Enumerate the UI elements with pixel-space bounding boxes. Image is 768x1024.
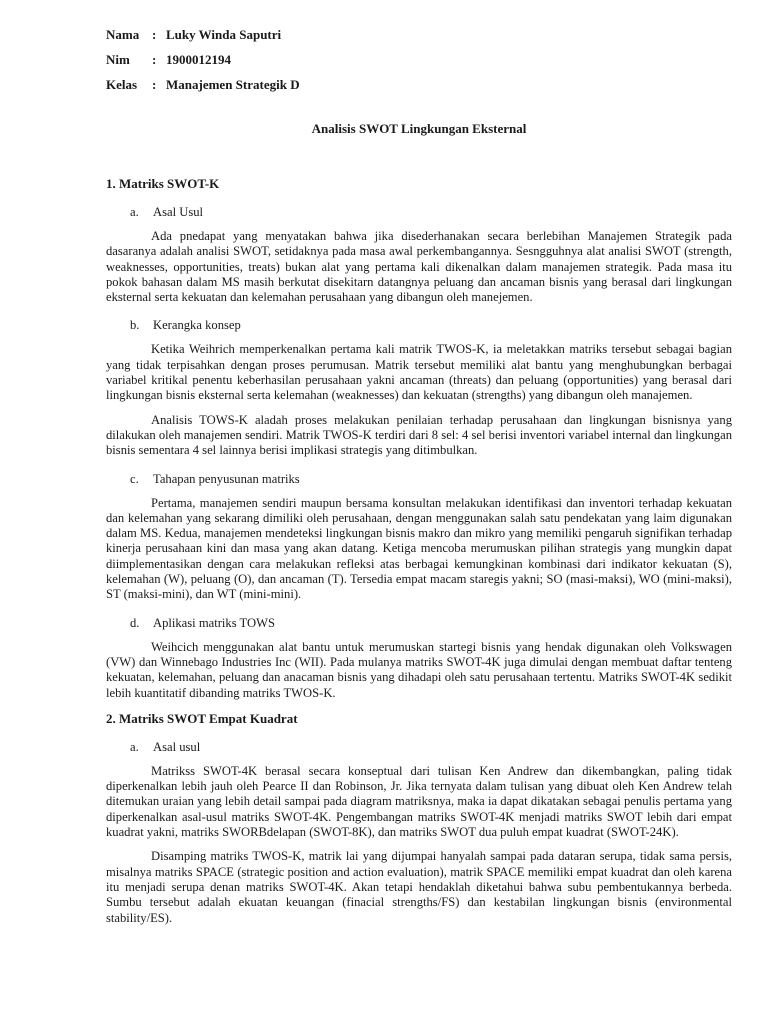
info-label: Nama bbox=[106, 27, 140, 42]
subsection-label: Asal usul bbox=[153, 739, 201, 754]
info-row-kelas bbox=[106, 76, 732, 101]
paragraph: Analisis TOWS-K aladah proses melakukan penilaian terhadap perusahaan dan lingkungan bisnisnya yang dilakukan oleh manajemen sendiri. Matrik TWOS-K terdiri dari 8 sel: 4 sel berisi inventori variabel internal dan lingkungan bisnis sementara 4 sel lainnya berisi implikasi strategis yang ditimbulkan. bbox=[106, 412, 732, 458]
info-colon: : bbox=[152, 77, 157, 92]
subsection-label: Kerangka konsep bbox=[153, 318, 241, 333]
document-title: Analisis SWOT Lingkungan Eksternal bbox=[311, 121, 527, 136]
subsection-heading bbox=[130, 615, 732, 631]
student-info bbox=[106, 26, 732, 101]
paragraph: Weihcich menggunakan alat bantu untuk merumuskan startegi bisnis yang hendak digunakan oleh Volkswagen (VW) dan Winnebago Industries Inc (WII). Pada mulanya matriks SWOT-4K juga dimulai dengan membuat daftar tenteng kekuatan, kelemahan, peluang dan anacaman bisnis yang dihadapi oleh satu perusahaan tertentu. Matriks SWOT-4K sedikit lebih kuantitatif dibanding matriks TWOS-K. bbox=[106, 639, 732, 700]
paragraph: Disamping matriks TWOS-K, matrik lai yang dijumpai hanyalah sampai pada dataran serupa, tidak sama persis, misalnya matriks SPACE (strategic position and action evaluation), matrik SPACE memiliki empat kuadrat dan oleh karena itu menjadi serupa denan matriks SWOT-4K. Akan tetapi hendaklah diketahui bahwa subu pembentukannya berbeda. Sumbu tersebut adalah ekuatan keuangan (finacial strengths/FS) dan kestabilan lingkungan bisnis (environmental stability/ES). bbox=[106, 849, 732, 925]
subsection-label: Aplikasi matriks TOWS bbox=[153, 615, 275, 630]
section-heading: 1. Matriks SWOT-K bbox=[106, 176, 220, 191]
info-colon: : bbox=[152, 52, 157, 67]
paragraph: Matrikss SWOT-4K berasal secara konseptual dari tulisan Ken Andrew dan dikembangkan, paling tidak diperkenalkan lebih jauh oleh Pearce II dan Robinson, Jr. Jika ternyata dalam tulisan yang dibuat oleh Ken Andrew telah ditemukan uraian yang lebih detail sampai pada diagram matriksnya, maka ia dapat dikatakan sebagai penulis pertama yang diperkenalkan asal-usul matriks SWOT-4K. Pengembangan matriks SWOT-4K menjadi matriks SWOT lebih dari empat kuadrat yakni, matriks SWORBdelapan (SWOT-8K), dan matriks SWOT dua puluh empat kuadrat (SWOT-24K). bbox=[106, 763, 732, 840]
subsection-heading bbox=[130, 317, 732, 333]
subsection-heading bbox=[130, 739, 732, 755]
subsection-label: Tahapan penyusunan matriks bbox=[153, 471, 300, 486]
info-label: Nim bbox=[106, 52, 130, 67]
info-value: Luky Winda Saputri bbox=[166, 27, 282, 42]
subsection-letter: c. bbox=[130, 471, 139, 486]
subsection-letter: b. bbox=[130, 318, 140, 333]
section-heading: 2. Matriks SWOT Empat Kuadrat bbox=[106, 710, 298, 726]
paragraph: Ketika Weihrich memperkenalkan pertama kali matrik TWOS-K, ia meletakkan matriks tersebut sebagai bagian yang tidak terpisahkan dengan proses perumusan. Matrik tersebut memiliki alat bantu yang menghubungkan berbagai variabel kritikal penentu keberhasilan perusahaan yakni ancaman (threats) dan peluang (opportunities) yang berasal dari lingkungan bisnis eksternal serta kelemahan (weaknesses) dan kekuatan (strengths) yang dibangun oleh manajemen. bbox=[106, 342, 732, 403]
subsection-letter: d. bbox=[130, 615, 140, 630]
subsection-heading bbox=[130, 471, 732, 487]
info-row-nama bbox=[106, 26, 732, 51]
info-row-nim bbox=[106, 51, 732, 76]
subsection-heading bbox=[130, 204, 732, 220]
subsection-label: Asal Usul bbox=[153, 205, 204, 219]
info-label: Kelas bbox=[106, 77, 138, 92]
paragraph: Pertama, manajemen sendiri maupun bersama konsultan melakukan identifikasi dan inventori terhadap kekuatan dan kelemahan yang sekarang dimiliki oleh perusahaan, dengan menggunakan salah satu pendekatan yang laim digunakan dalam MS. Kedua, manajemen mendeteksi lingkungan bisnis makro dan mikro yang memiliki pengaruh signifikan terhadap kinerja perusahaan kini dan masa yang akan datang. Ketiga mencoba merumuskan pilihan strategis yang mungkin dapat diimplementasikan dengan cara melakukan refleksi atas berbagai kemungkinan kombinasi dari indikator kekuatan (S), kelemahan (W), peluang (O), dan ancaman (T). Tersedia empat macam staregis yakni; SO (masi-maksi), WO (mini-maksi), ST (maksi-mini), dan WT (mini-mini). bbox=[106, 495, 732, 602]
subsection-letter: a. bbox=[130, 205, 139, 219]
info-value: 1900012194 bbox=[166, 52, 231, 67]
info-value: Manajemen Strategik D bbox=[166, 77, 300, 92]
info-colon: : bbox=[152, 27, 157, 42]
paragraph: Ada pnedapat yang menyatakan bahwa jika disederhanakan secara berlebihan Manajemen Strategik pada dasaranya adalah analisi SWOT, setidaknya pada masa awal perkembangannya. Sesngguhnya alat analisi SWOT (strength, weaknesses, opportunities, treats) bukan alat yang pertama kali dikenalkan dalam manajemen strategik. Pada masa itu pokok bahasan dalam MS masih berkutat disekitarn datangnya peluang dan ancaman bisnis yang berasal dari lingkungan eksternal serta kekuatan dan kelemahan perusahaan yang dibangun oleh manejemen. bbox=[106, 229, 732, 305]
subsection-letter: a. bbox=[130, 739, 139, 754]
